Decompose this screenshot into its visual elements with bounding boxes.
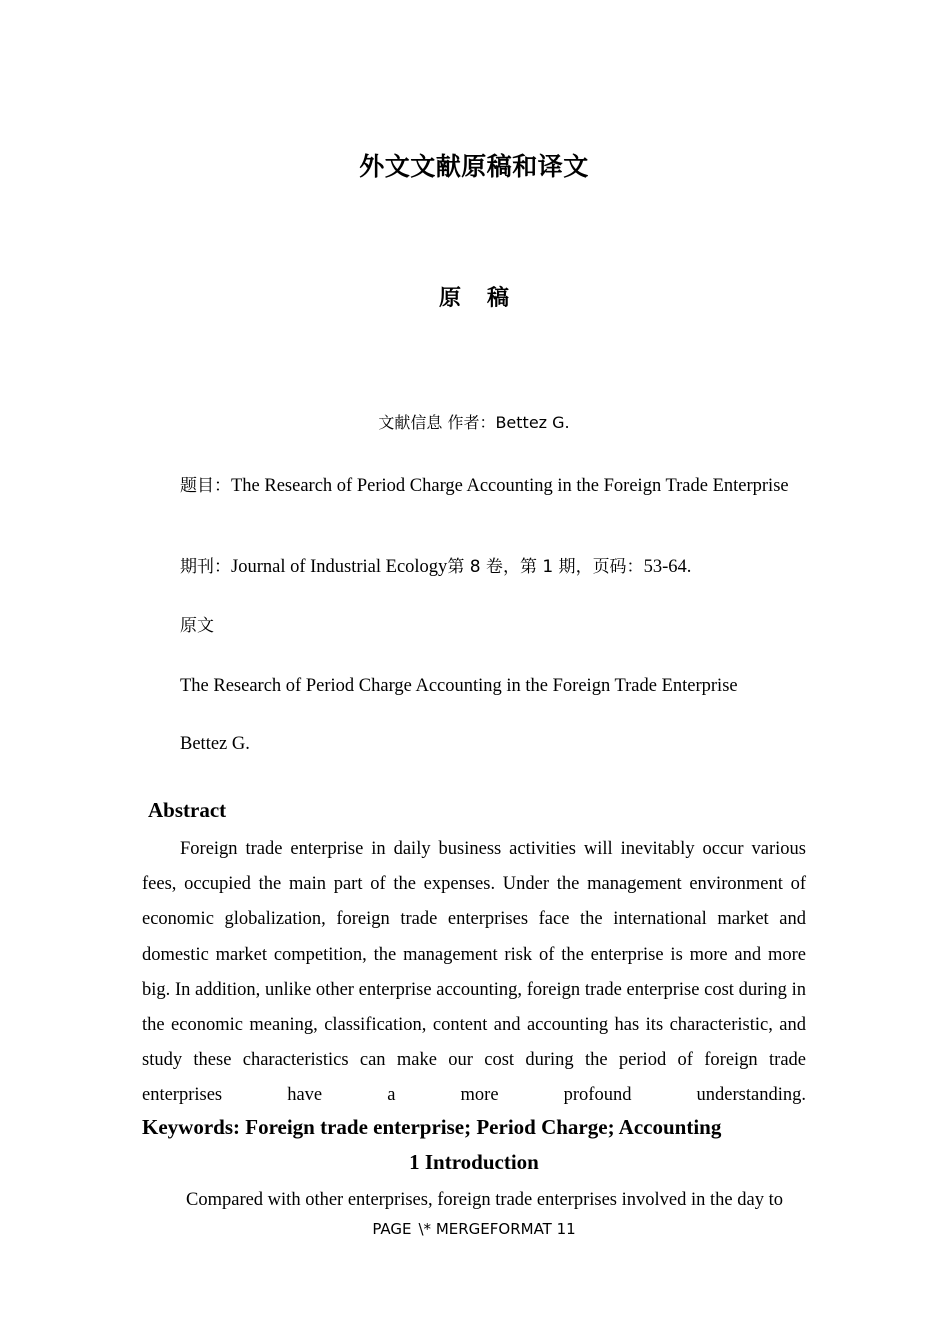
- subtitle-char-right: 稿: [487, 285, 510, 310]
- page-footer: [142, 1218, 806, 1240]
- reference-journal-label: 期刊：: [180, 557, 231, 577]
- reference-journal-volume: 第 8 卷: [447, 557, 503, 577]
- footer-field-page: PAGE: [372, 1220, 412, 1238]
- original-paper-title: The Research of Period Charge Accounting in the Foreign Trade Enterprise: [180, 676, 738, 696]
- document-subtitle: [142, 283, 806, 313]
- reference-journal-name: Journal of Industrial Ecology: [231, 557, 448, 577]
- page-title: 外文文献原稿和译文: [359, 153, 589, 181]
- keywords-line: Keywords: Foreign trade enterprise; Period Charge; Accounting: [142, 1115, 722, 1139]
- introduction-heading: 1 Introduction: [409, 1150, 539, 1174]
- introduction-body: Compared with other enterprises, foreign trade enterprises involved in the day to: [186, 1190, 783, 1210]
- reference-journal-pages-label: 页码：: [592, 557, 644, 577]
- footer-field-mergeformat: \* MERGEFORMAT 11: [418, 1220, 576, 1238]
- reference-title-label: 题目：: [180, 476, 231, 496]
- reference-journal-line: [142, 552, 806, 582]
- reference-journal-issue: 第 1 期: [519, 557, 576, 577]
- reference-title-value: The Research of Period Charge Accounting in the Foreign Trade Enterprise: [231, 476, 789, 496]
- reference-title-line: [142, 471, 806, 501]
- section-heading-original: 原文: [180, 616, 214, 636]
- subtitle-char-left: 原: [438, 285, 461, 310]
- reference-journal-separator: ，: [502, 557, 520, 577]
- document-meta-author: 文献信息 作者：Bettez G.: [378, 413, 570, 432]
- abstract-body: Foreign trade enterprise in daily business activities will inevitably occur various fees, occupied the main part of the expenses. Under the management environment of economic globalization, foreign trade enterprises face the international market and domestic market competition, the management risk of the enterprise is more and more big. In addition, unlike other enterprise accounting, foreign trade enterprise cost during in the economic meaning, classification, content and accounting has its characteristic, and study these characteristics can make our cost during the period of foreign trade enterprises have a more profound understanding.: [142, 839, 806, 1106]
- reference-journal-pages: 53-64.: [643, 557, 692, 577]
- reference-journal-separator-2: ，: [575, 557, 593, 577]
- abstract-heading: Abstract: [148, 798, 227, 822]
- original-paper-author: Bettez G.: [180, 734, 250, 754]
